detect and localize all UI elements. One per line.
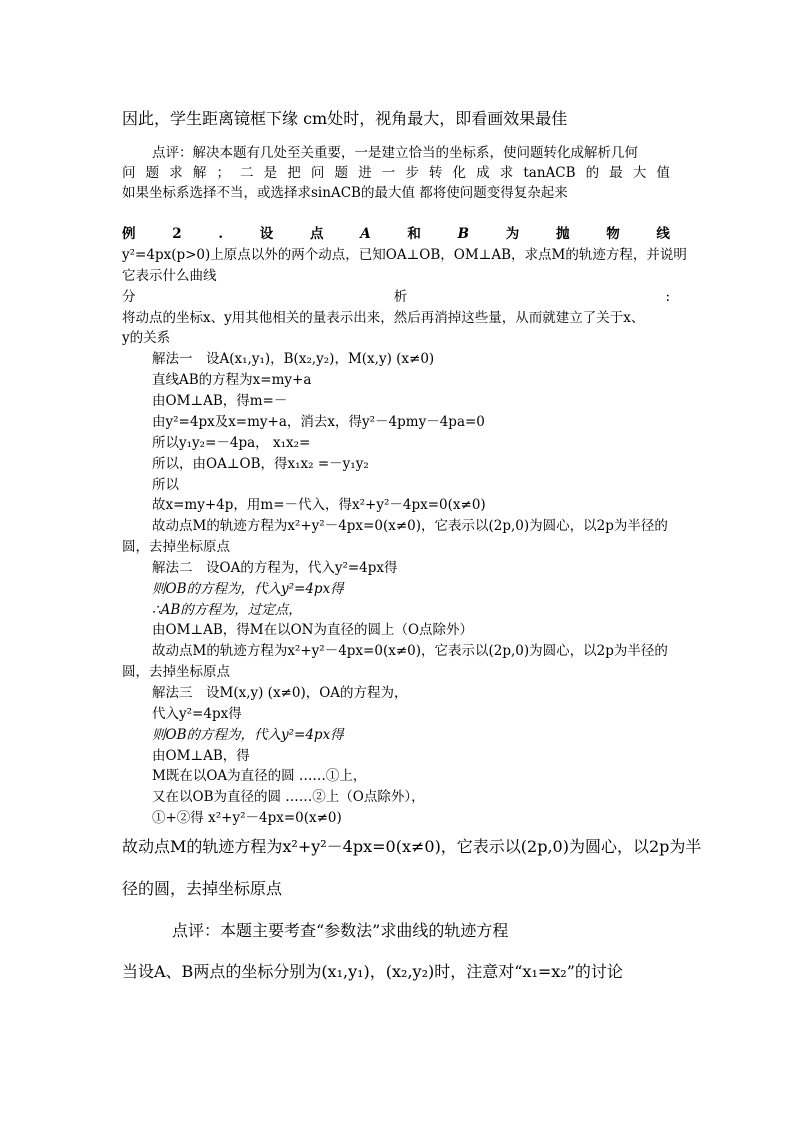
text-token: 是 xyxy=(263,165,278,181)
text-token: 最 xyxy=(609,165,623,181)
text-token: 为 xyxy=(505,226,520,242)
text-line: 解法二 设OA的方程为，代入y²=4px得 xyxy=(152,560,398,576)
text-token: 的 xyxy=(585,165,600,181)
text-line: 因此，学生距离镜框下缘 cm处时，视角最大，即看画效果最佳 xyxy=(122,109,568,128)
text-token: 把 xyxy=(287,165,301,181)
text-line: 故x=my+4p，用m=－代入，得x²+y²－4px=0(x≠0) xyxy=(152,497,486,513)
text-token: 大 xyxy=(632,165,647,181)
text-line: 故动点M的轨迹方程为x²+y²－4px=0(x≠0)，它表示以(2p,0)为圆心，以2p为半 xyxy=(122,837,702,856)
text-line: 所以 xyxy=(152,477,179,493)
text-line: 圆，去掉坐标原点 xyxy=(122,539,230,555)
text-line: 由y²=4px及x=my+a，消去x，得y²－4pmy－4pa=0 xyxy=(152,414,485,430)
text-token: 一 xyxy=(381,165,396,181)
text-token: 步 xyxy=(405,165,419,181)
text-line: 它表示什么曲线 xyxy=(122,268,217,284)
text-token: A xyxy=(360,226,371,242)
text-line: M既在以OA为直径的圆 ……①上， xyxy=(152,768,367,784)
text-token: 题 xyxy=(334,165,348,181)
text-token: 成 xyxy=(476,165,490,181)
text-token: : xyxy=(665,289,670,305)
text-line: 由OM⊥AB，得m=－ xyxy=(152,393,288,409)
text-token: 点 xyxy=(309,226,324,242)
text-token: B xyxy=(457,226,470,242)
text-token: 化 xyxy=(452,165,467,181)
text-line: 当设A、B两点的坐标分别为(x₁,y₁)，(x₂,y₂)时，注意对“x₁=x₂”的讨论 xyxy=(122,962,623,981)
text-token: 抛 xyxy=(555,226,570,242)
text-token: 值 xyxy=(656,165,670,181)
text-line: 则OB的方程为，代入y²=4px得 xyxy=(152,581,344,597)
comment-line: 点评：本题主要考查“参数法”求曲线的轨迹方程 xyxy=(172,921,509,940)
text-token: 和 xyxy=(407,226,421,242)
text-line: 代入y²=4px得 xyxy=(152,706,242,722)
text-line: 直线AB的方程为x=my+a xyxy=(152,372,312,388)
text-line: ①+②得 x²+y²－4px=0(x≠0) xyxy=(152,810,342,826)
text-token: 分 xyxy=(122,289,136,305)
text-token: ； xyxy=(216,165,230,181)
text-line: 所以，由OA⊥OB，得x₁x₂ =－y₁y₂ xyxy=(152,456,369,472)
text-token: 解 xyxy=(192,165,207,181)
text-line: 则OB的方程为，代入y²=4px得 xyxy=(152,727,344,743)
text-token: tanACB xyxy=(523,165,576,181)
text-line: 解法一 设A(x₁,y₁)，B(x₂,y₂)，M(x,y) (x≠0) xyxy=(152,351,435,367)
text-line: 点评：解决本题有几处至关重要，一是建立恰当的坐标系，使问题转化成解析几何 xyxy=(152,145,638,161)
justified-line xyxy=(122,163,670,183)
text-line: 所以y₁y₂=－4pa， x₁x₂= xyxy=(152,435,311,451)
text-token: 求 xyxy=(499,165,514,181)
text-token: . xyxy=(218,226,224,242)
text-line: y的关系 xyxy=(122,330,171,346)
text-line: 由OM⊥AB，得 xyxy=(152,748,250,764)
text-line: 故动点M的轨迹方程为x²+y²－4px=0(x≠0)，它表示以(2p,0)为圆心，以2p为半径的 xyxy=(152,643,668,659)
text-token: 进 xyxy=(358,165,372,181)
example-heading xyxy=(122,224,670,244)
text-token: 例 xyxy=(122,226,136,242)
text-line: 又在以OB为直径的圆 ……②上（O点除外）， xyxy=(152,789,425,805)
text-token: 二 xyxy=(240,165,254,181)
text-line: 如果坐标系选择不当，或选择求sinACB的最大值 都将使问题变得复杂起来 xyxy=(122,185,568,201)
text-line: 径的圆，去掉坐标原点 xyxy=(122,879,283,898)
analysis-heading xyxy=(122,287,670,307)
text-token: 物 xyxy=(606,226,620,242)
text-token: 问 xyxy=(310,165,325,181)
text-token: 设 xyxy=(259,226,274,242)
text-line: 将动点的坐标x、y用其他相关的量表示出来，然后再消掉这些量，从而就建立了关于x、 xyxy=(122,310,645,326)
text-line: 由OM⊥AB，得M在以ON为直径的圆上（O点除外） xyxy=(152,622,474,638)
text-line: 故动点M的轨迹方程为x²+y²－4px=0(x≠0)，它表示以(2p,0)为圆心，以2p为半径的 xyxy=(152,518,668,534)
text-token: 析 xyxy=(393,289,408,305)
text-token: 线 xyxy=(656,226,670,242)
text-token: 问 xyxy=(122,165,136,181)
text-line: 解法三 设M(x,y) (x≠0)，OA的方程为， xyxy=(152,685,408,701)
text-token: 2 xyxy=(172,226,182,242)
text-token: 题 xyxy=(145,165,160,181)
text-line: 圆，去掉坐标原点 xyxy=(122,664,230,680)
text-token: 求 xyxy=(169,165,183,181)
text-line: y²=4px(p>0)上原点以外的两个动点，已知OA⊥OB，OM⊥AB，求点M的轨迹方程，并说明 xyxy=(122,247,687,263)
text-line: ∴AB的方程为，过定点， xyxy=(152,602,302,618)
text-token: 转 xyxy=(428,165,443,181)
